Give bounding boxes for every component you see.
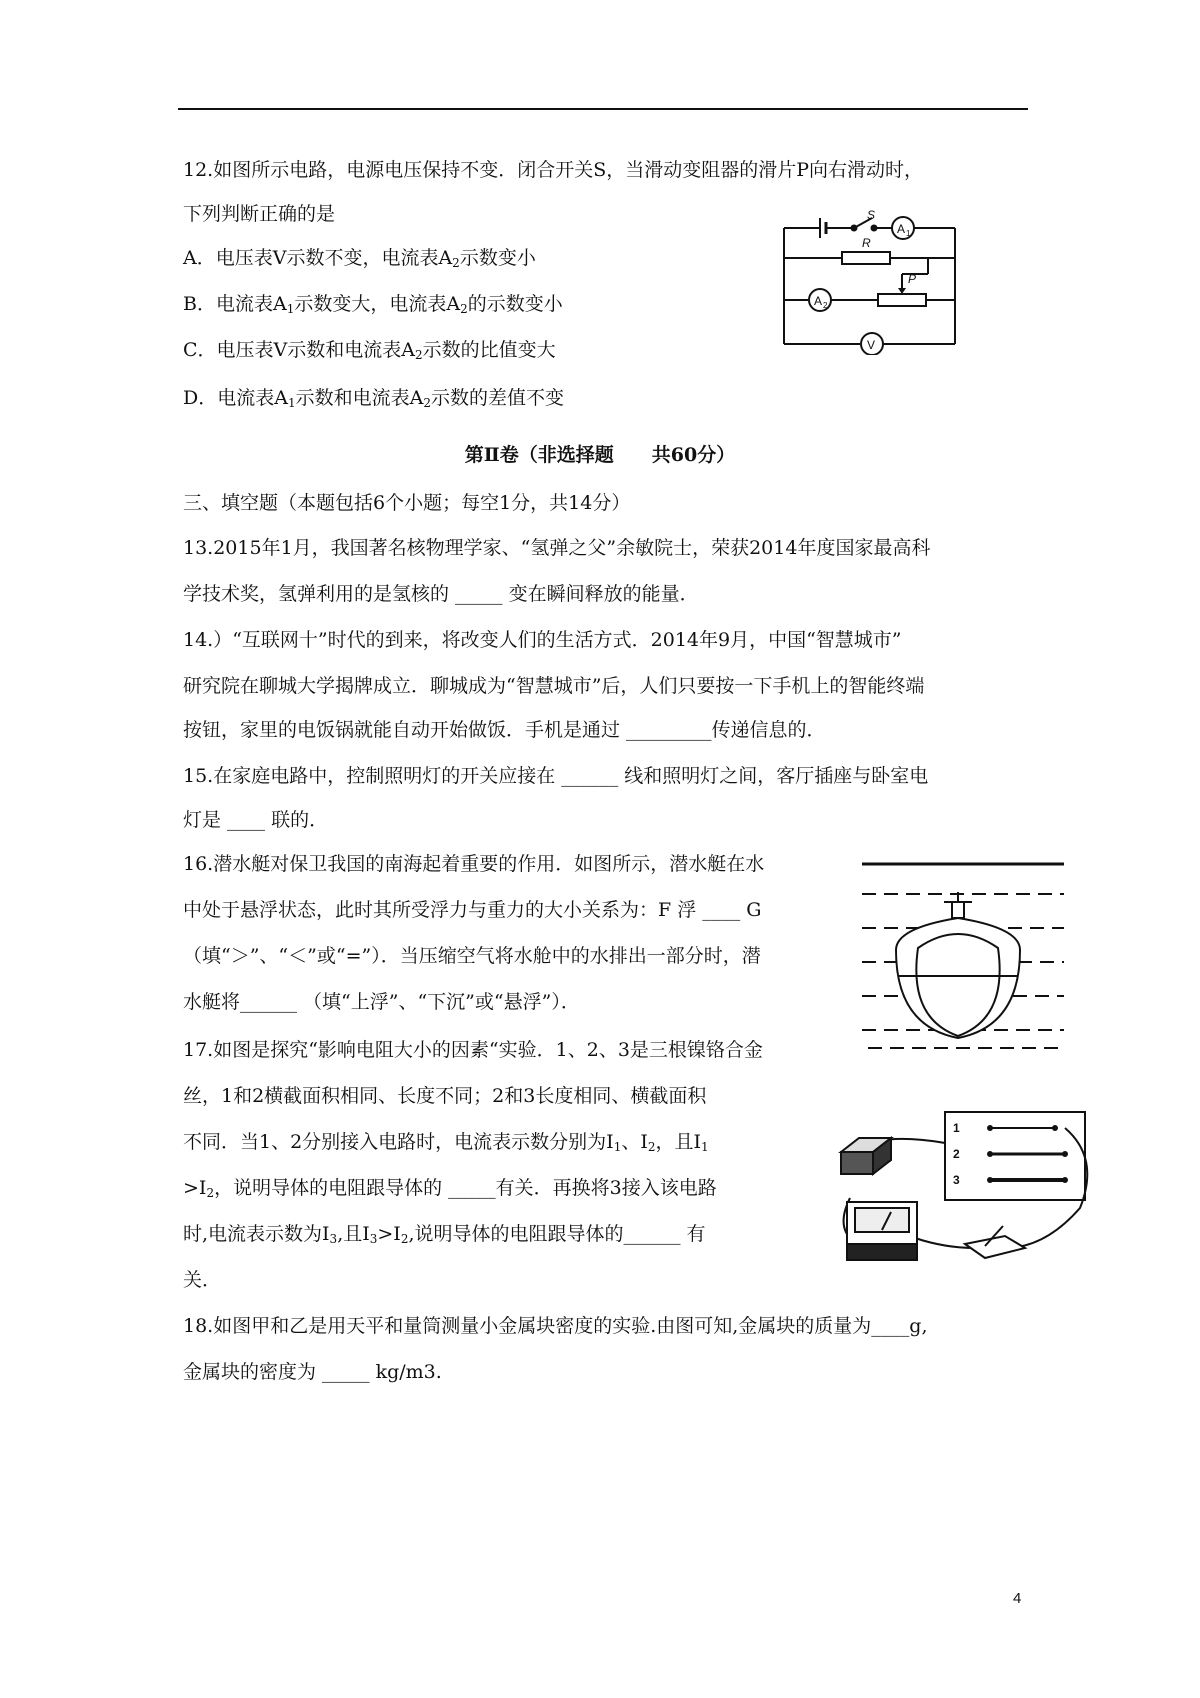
q16-submarine-diagram [858, 858, 1068, 1058]
switch-base [965, 1236, 1025, 1258]
label-a2-sub: 2 [823, 301, 828, 310]
q12-option-c: C．电压表V示数和电流表$A_2$示数的比值变大 [183, 339, 556, 362]
label-p: P [908, 272, 917, 286]
q15-line-1: 15.在家庭电路中，控制照明灯的开关应接在 ______ 线和照明灯之间，客厅插座与卧室电 [183, 765, 929, 787]
header-rule [178, 108, 1028, 110]
q12-stem-line-2: 下列判断正确的是 [183, 203, 336, 225]
q18-line-2: 金属块的密度为 _____ kg/m3. [183, 1361, 442, 1383]
label-a1: A [897, 222, 906, 236]
lead-wire-right [1005, 1128, 1087, 1248]
q16-line-3: （填“＞”、“＜”或“=”）．当压缩空气将水舱中的水排出一部分时，潜 [183, 945, 761, 967]
q17-experiment-diagram [825, 1098, 1095, 1273]
part-3-title: 三、填空题（本题包括6个小题；每空1分，共14分） [183, 492, 631, 514]
rheostat [878, 294, 926, 306]
label-r: R [862, 236, 871, 250]
q14-line-2: 研究院在聊城大学揭牌成立．聊城成为“智慧城市”后，人们只要按一下手机上的智能终端 [183, 675, 925, 697]
label-wire-3: 3 [953, 1173, 960, 1187]
q17-line-2: 丝，1和2横截面积相同、长度不同；2和3长度相同、横截面积 [183, 1085, 707, 1107]
q17-line-5: 时,电流表示数为$I_3$,且$I_3>I_2$,说明导体的电阻跟导体的______ 有 [183, 1223, 706, 1246]
q13-line-2: 学技术奖，氢弹利用的是氢核的 _____ 变在瞬间释放的能量． [183, 583, 699, 605]
q17-line-6: 关． [183, 1269, 222, 1291]
label-a2: A [814, 294, 823, 308]
q17-line-4: $>I_2$，说明导体的电阻跟导体的 _____有关．再换将3接入该电路 [183, 1177, 717, 1200]
q16-line-2: 中处于悬浮状态，此时其所受浮力与重力的大小关系为：F 浮 ____ G [183, 899, 762, 921]
q13-line-1: 13.2015年1月，我国著名核物理学家、“氢弹之父”余敏院士，荣获2014年度国家最高科 [183, 537, 931, 559]
q12-option-d: D．电流表$A_1$示数和电流表$A_2$示数的差值不变 [183, 387, 564, 410]
label-wire-2: 2 [953, 1147, 960, 1161]
section-2-heading: 第Ⅱ卷（非选择题 共60分） [464, 444, 736, 466]
q12-option-b: B．电流表$A_1$示数变大，电流表$A_2$的示数变小 [183, 293, 563, 316]
battery-box [841, 1152, 873, 1174]
q12-circuit-diagram [780, 210, 970, 355]
q16-line-4: 水艇将______ （填“上浮”、“下沉”或“悬浮”）． [183, 991, 580, 1013]
resistor-r [842, 252, 890, 264]
q15-line-2: 灯是 ____ 联的． [183, 809, 329, 831]
q17-line-1: 17.如图是探究“影响电阻大小的因素“实验．1、2、3是三根镍铬合金 [183, 1039, 763, 1061]
q16-line-1: 16.潜水艇对保卫我国的南海起着重要的作用．如图所示，潜水艇在水 [183, 853, 765, 875]
q14-line-1: 14.）“互联网十”时代的到来，将改变人们的生活方式．2014年9月，中国“智慧城市” [183, 629, 902, 651]
q18-line-1: 18.如图甲和乙是用天平和量筒测量小金属块密度的实验.由图可知,金属块的质量为____g, [183, 1315, 928, 1337]
label-wire-1: 1 [953, 1121, 960, 1135]
page-number: 4 [1013, 1590, 1022, 1607]
label-a1-sub: 1 [906, 229, 911, 238]
label-switch: S [867, 210, 876, 222]
conning-tower [952, 902, 964, 918]
q14-line-3: 按钮，家里的电饭锅就能自动开始做饭．手机是通过 _________传递信息的． [183, 719, 826, 741]
q17-line-3: 不同．当1、2分别接入电路时，电流表示数分别为$I_1$、$I_2$，且$I_1$ [183, 1131, 709, 1154]
label-v: V [867, 338, 876, 352]
q12-option-a: A．电压表V示数不变，电流表$A_2$示数变小 [183, 247, 536, 270]
q12-stem-line-1: 12.如图所示电路，电源电压保持不变．闭合开关S，当滑动变阻器的滑片P向右滑动时， [183, 159, 924, 181]
